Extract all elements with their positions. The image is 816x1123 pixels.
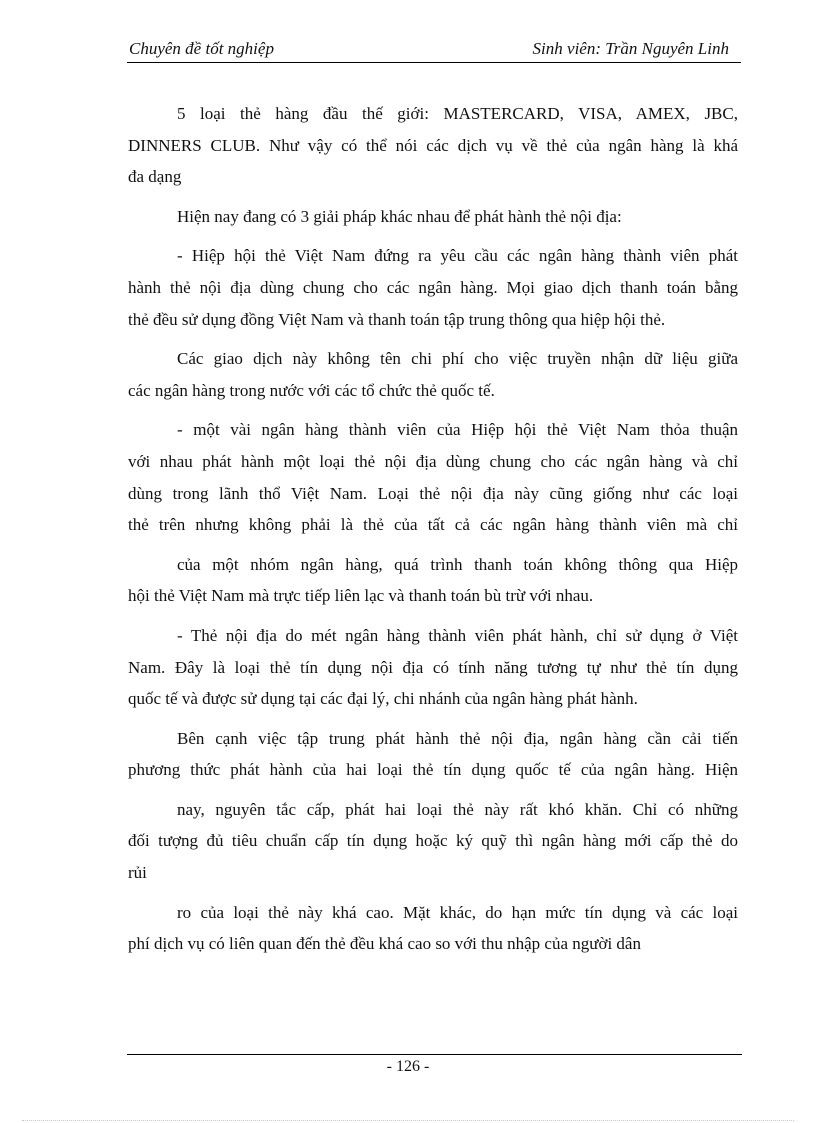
text-line: - một vài ngân hàng thành viên của Hiệp hội thẻ Việt Nam thỏa thuận: [177, 420, 738, 440]
text-line: rủi: [128, 863, 147, 883]
paragraph: [128, 549, 738, 612]
text-line: thẻ đều sử dụng đồng Việt Nam và thanh toán tập trung thông qua hiệp hội thẻ.: [128, 309, 666, 329]
text-line: Hiện nay đang có 3 giải pháp khác nhau để phát hành thẻ nội địa:: [177, 206, 622, 226]
header-author: Sinh viên: Trần Nguyên Linh: [532, 39, 729, 58]
text-line: phương thức phát hành của hai loại thẻ tín dụng quốc tế của ngân hàng. Hiện: [128, 760, 738, 780]
paragraph: [128, 723, 738, 786]
paragraph: [128, 794, 738, 889]
text-line: dùng trong lãnh thổ Việt Nam. Loại thẻ nội địa này cũng giống như các loại: [128, 483, 738, 503]
text-line: Bên cạnh việc tập trung phát hành thẻ nội địa, ngân hàng cần cải tiến: [177, 728, 738, 748]
text-line: hội thẻ Việt Nam mà trực tiếp liên lạc và thanh toán bù trừ với nhau.: [128, 586, 594, 606]
text-line: các ngân hàng trong nước với các tổ chức thẻ quốc tế.: [128, 380, 495, 400]
text-line: - Hiệp hội thẻ Việt Nam đứng ra yêu cầu các ngân hàng thành viên phát: [177, 246, 738, 266]
text-line: quốc tế và được sử dụng tại các đại lý, chi nhánh của ngân hàng phát hành.: [128, 689, 638, 709]
text-line: Các giao dịch này không tên chi phí cho việc truyền nhận dữ liệu giữa: [177, 349, 738, 369]
paragraph: [128, 897, 738, 960]
text-line: đối tượng đủ tiêu chuẩn cấp tín dụng hoặc ký quỹ thì ngân hàng mới cấp thẻ do: [128, 831, 738, 851]
page-header: [127, 38, 741, 63]
header-document-title: Chuyên đề tốt nghiệp: [129, 39, 274, 58]
page-number: - 126 -: [386, 1058, 430, 1075]
text-line: đa dạng: [128, 167, 182, 187]
text-line: nay, nguyên tắc cấp, phát hai loại thẻ này rất khó khăn. Chỉ có những: [177, 799, 738, 819]
text-line: 5 loại thẻ hàng đầu thế giới: MASTERCARD, VISA, AMEX, JBC,: [177, 104, 738, 123]
footer-rule: [127, 1054, 742, 1055]
text-line: phí dịch vụ có liên quan đến thẻ đều khá cao so với thu nhập của người dân: [128, 934, 641, 954]
document-body: [128, 98, 738, 968]
paragraph: [128, 240, 738, 335]
page-edge-divider: [22, 1120, 794, 1121]
text-line: hành thẻ nội địa dùng chung cho các ngân hàng. Mọi giao dịch thanh toán bằng: [128, 277, 738, 297]
text-line: thẻ trên nhưng không phải là thẻ của tất cả các ngân hàng thành viên mà chỉ: [128, 515, 738, 535]
text-line: DINNERS CLUB. Như vậy có thể nói các dịch vụ về thẻ của ngân hàng là khá: [128, 135, 738, 155]
paragraph: [128, 201, 738, 233]
text-line: Nam. Đây là loại thẻ tín dụng nội địa có tính năng tương tự như thẻ tín dụng: [128, 657, 738, 677]
paragraph: [128, 414, 738, 540]
paragraph: [128, 343, 738, 406]
text-line: - Thẻ nội địa do mét ngân hàng thành viên phát hành, chỉ sử dụng ở Việt: [177, 625, 738, 645]
paragraph: [128, 98, 738, 193]
text-line: với nhau phát hành một loại thẻ nội địa dùng chung cho các ngân hàng và chỉ: [128, 451, 738, 471]
text-line: ro của loại thẻ này khá cao. Mặt khác, do hạn mức tín dụng và các loại: [177, 902, 738, 922]
paragraph: [128, 620, 738, 715]
text-line: của một nhóm ngân hàng, quá trình thanh toán không thông qua Hiệp: [177, 554, 738, 574]
